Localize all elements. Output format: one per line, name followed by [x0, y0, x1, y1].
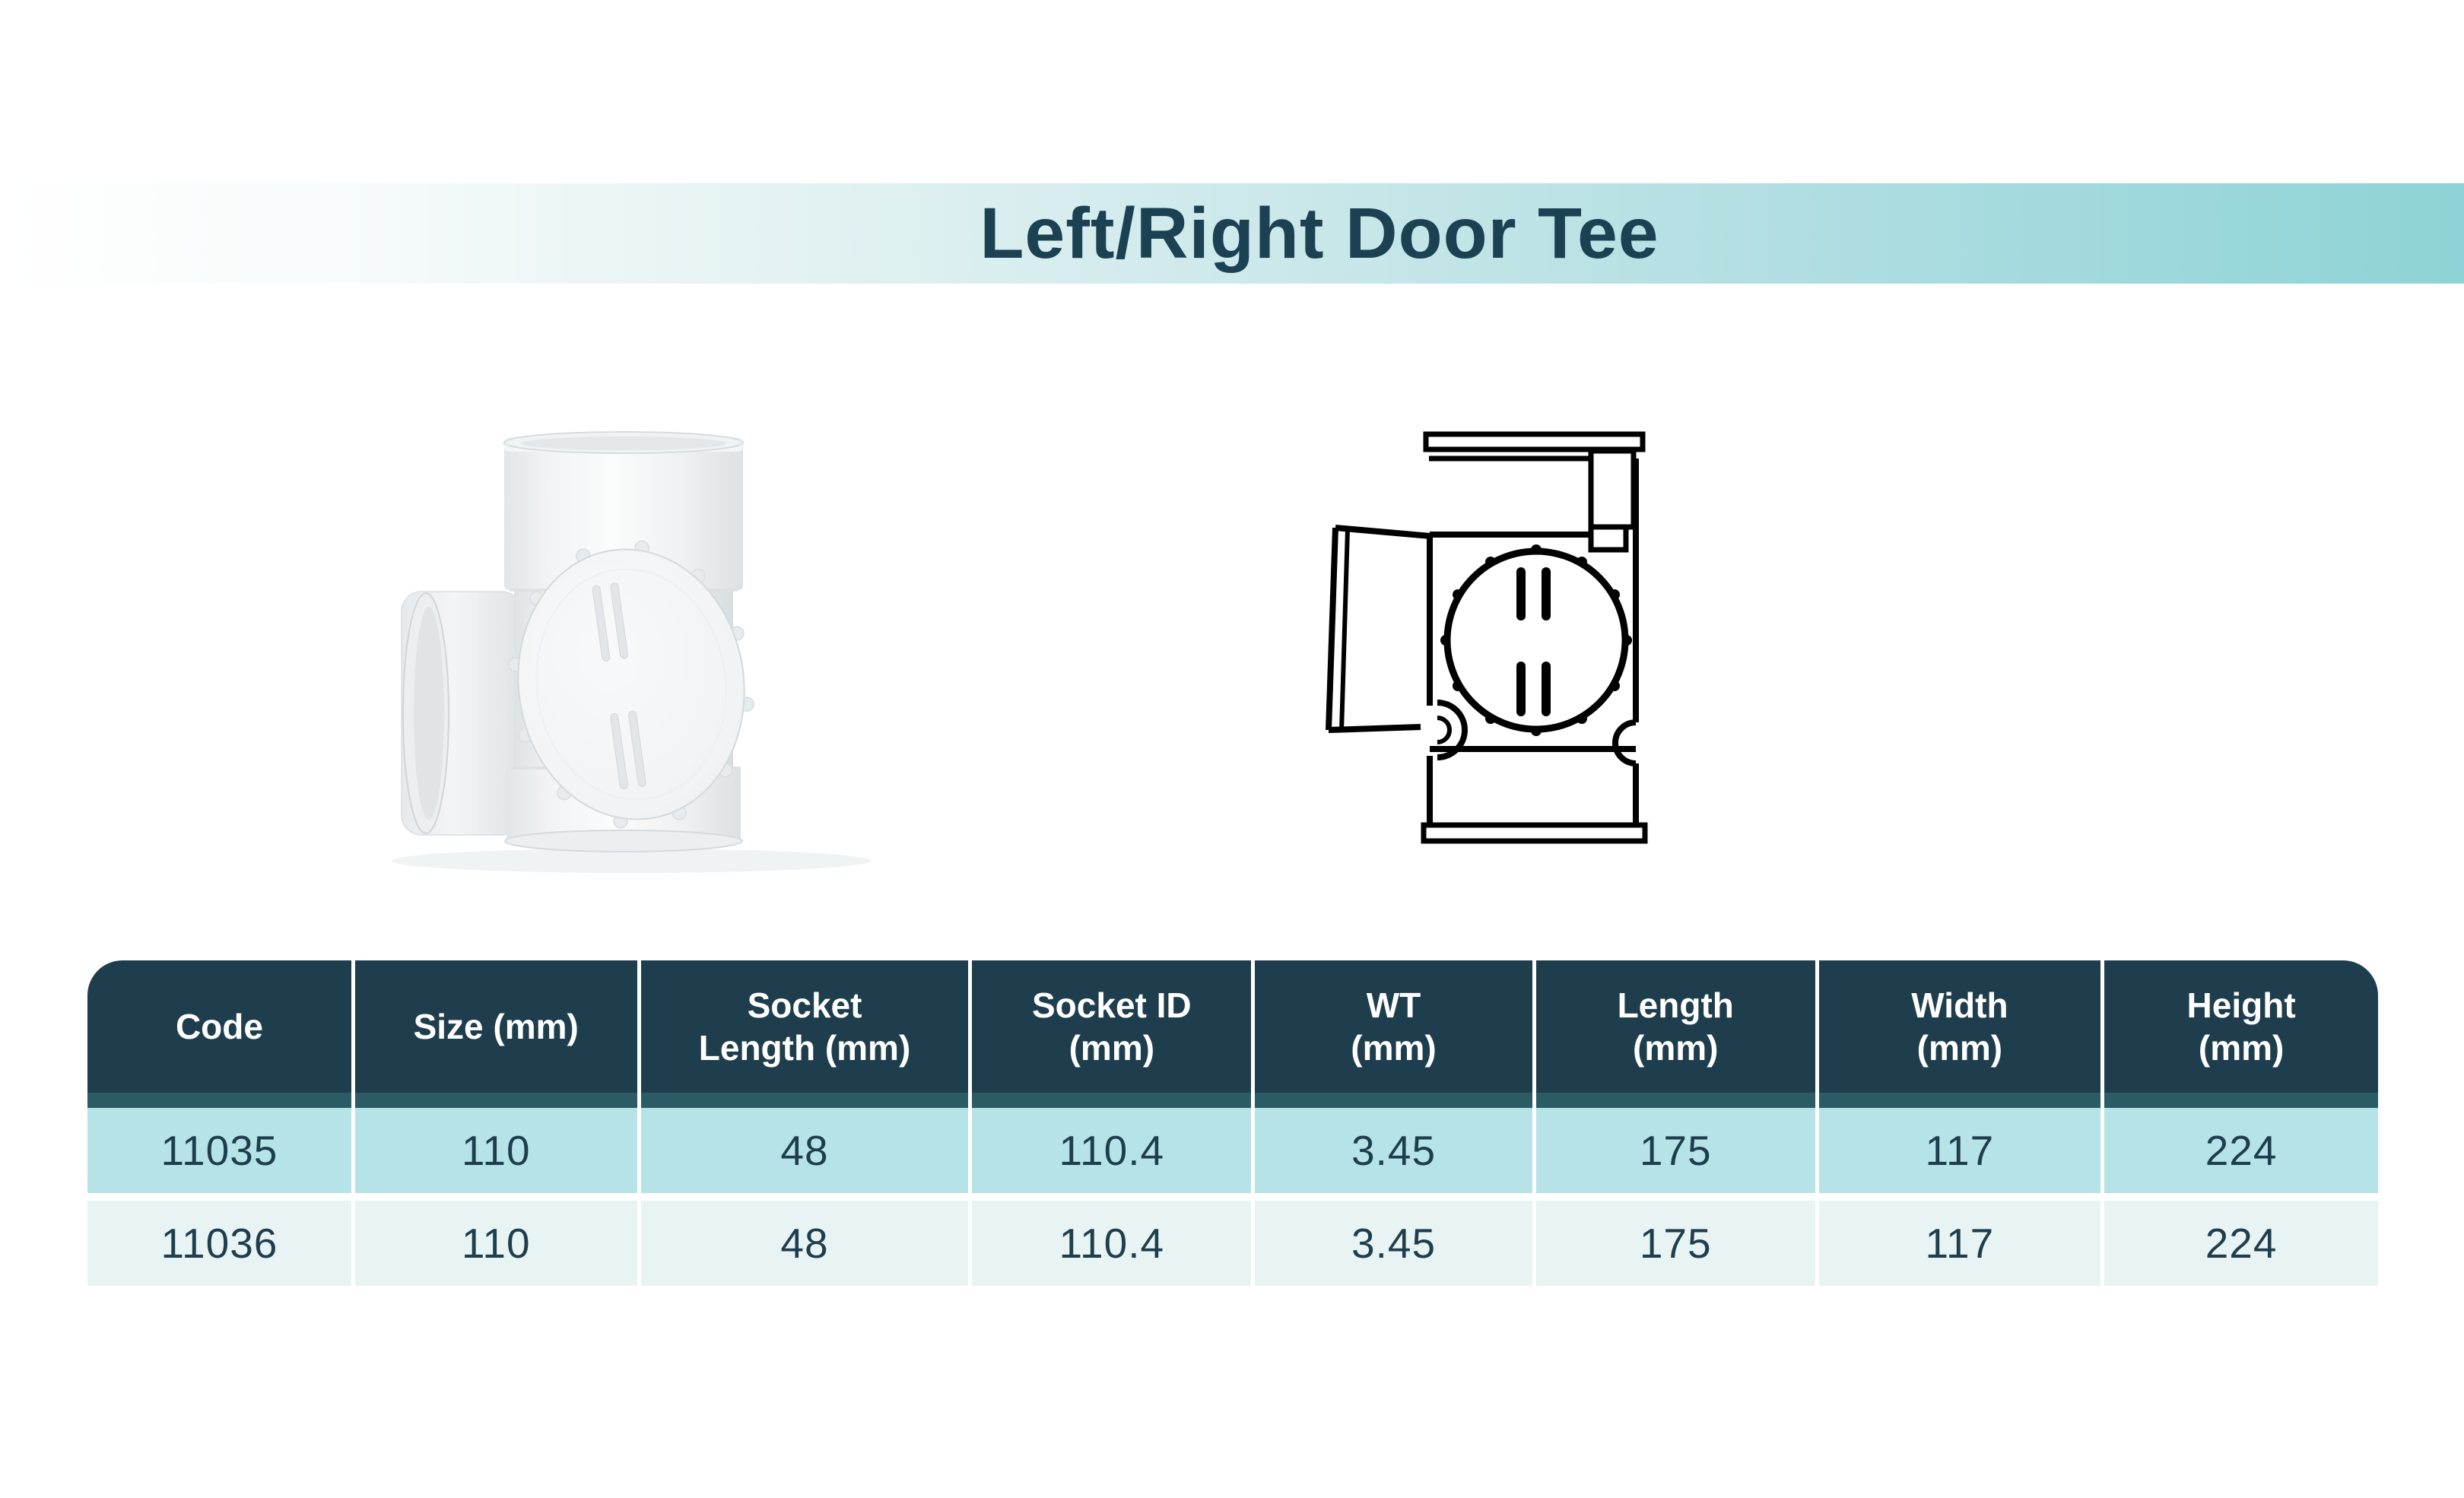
- table-cell: 175: [1536, 1201, 1815, 1286]
- table-cell: 224: [2104, 1201, 2378, 1286]
- drawing-top-cap: [1426, 434, 1643, 449]
- table-cell: 11035: [87, 1108, 351, 1193]
- table-header-row: [87, 960, 2378, 1093]
- table-cell: 175: [1536, 1108, 1815, 1193]
- product-photo-3d-render: [380, 418, 1217, 951]
- header-width: Width (mm): [1819, 960, 2101, 1093]
- branch-socket: [402, 592, 522, 835]
- title-banner: [0, 183, 2464, 284]
- access-tee-outline-graphic: [1323, 417, 1658, 850]
- table-cell: 224: [2104, 1108, 2378, 1193]
- table-cell: 48: [641, 1108, 969, 1193]
- page-title: Left/Right Door Tee: [980, 192, 1659, 274]
- table-cell: 3.45: [1255, 1201, 1532, 1286]
- table-cell: 110.4: [972, 1108, 1251, 1193]
- spec-table: [87, 960, 2378, 1286]
- technical-line-drawing: [1323, 417, 1658, 850]
- table-cell: 3.45: [1255, 1108, 1532, 1193]
- header-socket-id: Socket ID (mm): [972, 960, 1251, 1093]
- drawing-access-door: [1440, 544, 1632, 736]
- table-cell: 117: [1819, 1201, 2101, 1286]
- header-socket-length: Socket Length (mm): [641, 960, 969, 1093]
- drawing-top-right-step: [1591, 451, 1634, 527]
- header-code: Code: [87, 960, 351, 1093]
- drawing-right-ear: [1615, 722, 1636, 763]
- header-size: Size (mm): [355, 960, 637, 1093]
- table-row: [87, 1108, 2378, 1193]
- header-wt: WT (mm): [1255, 960, 1532, 1093]
- table-cell: 117: [1819, 1108, 2101, 1193]
- header-accent-band: [87, 1093, 2378, 1108]
- access-tee-photo-graphic: [380, 418, 1217, 951]
- drawing-branch-socket: [1329, 528, 1430, 731]
- table-cell: 110.4: [972, 1201, 1251, 1286]
- table-cell: 110: [355, 1201, 637, 1286]
- header-height: Height (mm): [2104, 960, 2378, 1093]
- table-cell: 48: [641, 1201, 969, 1286]
- table-cell: 110: [355, 1108, 637, 1193]
- table-row: [87, 1201, 2378, 1286]
- drawing-bottom-cap: [1424, 825, 1645, 841]
- header-length: Length (mm): [1536, 960, 1815, 1093]
- table-cell: 11036: [87, 1201, 351, 1286]
